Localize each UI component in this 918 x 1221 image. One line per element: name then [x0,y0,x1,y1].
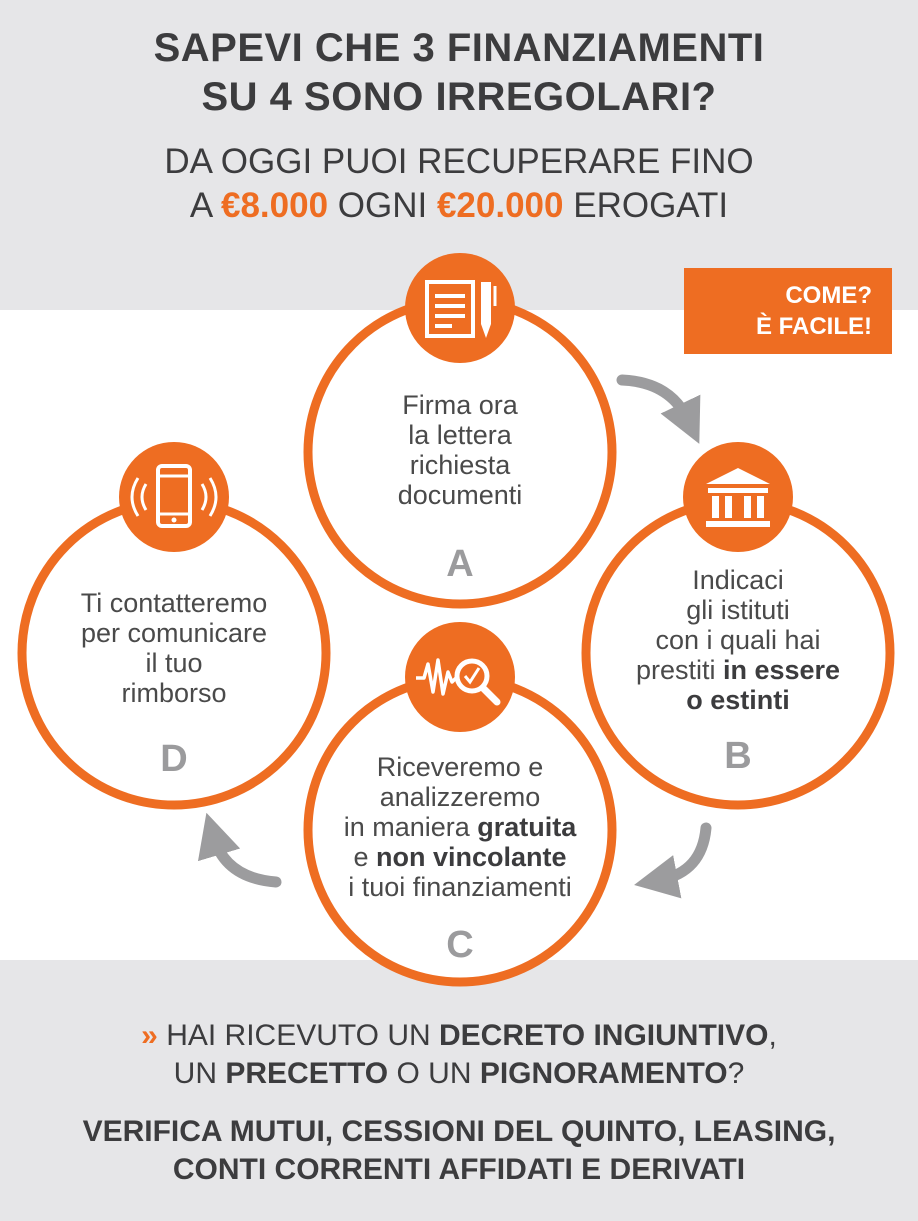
step-d-text [34,588,314,708]
step-a-letter: A [446,543,474,585]
step-a-text [320,390,600,510]
step-b-text [588,565,888,715]
step-d-line: rimborso [121,678,227,708]
bottom-question [0,1017,918,1093]
amount-recover: €8.000 [220,186,329,225]
come-box-line-1: COME? [785,282,872,309]
step-c-text [300,752,620,902]
q-plain: UN [173,1057,226,1090]
step-a-line: richiesta [409,450,511,480]
step-c-bold: non vincolante [376,842,567,872]
step-c-line [300,842,620,872]
title-line-1: SAPEVI CHE 3 FINANZIAMENTI [153,26,765,70]
arrow-a-to-b [622,380,688,420]
step-d-letter: D [160,738,188,780]
verify-list [0,1113,918,1189]
subtitle-line-1: DA OGGI PUOI RECUPERARE FINO [164,142,754,181]
title-line-2: SU 4 SONO IRREGOLARI? [201,75,717,119]
subtitle-word-a: A [189,186,212,225]
arrow-b-to-c [660,828,706,880]
q-bold: DECRETO INGIUNTIVO [439,1019,769,1052]
bank-icon [683,442,793,552]
bottom-question-line-2 [0,1055,918,1093]
step-d-line: il tuo [145,648,203,678]
verify-line-2: CONTI CORRENTI AFFIDATI E DERIVATI [172,1153,746,1186]
q-plain: ? [727,1057,745,1090]
step-b-bold: o estinti [686,685,790,715]
step-d-line: Ti contatteremo [80,588,268,618]
subtitle-word-ogni: OGNI [337,186,428,225]
step-c-line: analizzeremo [379,782,541,812]
analysis-magnifier-icon [405,622,515,732]
step-c-plain: e [353,842,376,872]
bottom-question-line-1 [0,1017,918,1055]
step-a-line: la lettera [408,420,512,450]
verify-line-1: VERIFICA MUTUI, CESSIONI DEL QUINTO, LEASING, [82,1115,836,1148]
step-b-line: Indicaci [692,565,784,595]
step-c-plain: in maniera [343,812,478,842]
step-b-line [588,685,888,715]
step-b-bold: in essere [722,655,841,685]
q-plain: O UN [388,1057,480,1090]
step-b-line [588,655,888,685]
step-b-line: con i quali hai [655,625,821,655]
step-c-bold: gratuita [477,812,577,842]
step-c-letter: C [446,924,474,966]
step-d-line: per comunicare [80,618,268,648]
come-box-line-2: È FACILE! [755,313,872,340]
step-b-letter: B [724,735,752,777]
smartphone-icon [119,442,229,552]
step-b-plain: prestiti [635,655,723,685]
step-c-line: Riceveremo e [376,752,544,782]
arrow-c-to-d [214,838,276,882]
step-c-line [300,812,620,842]
subtitle-word-erogati: EROGATI [573,186,729,225]
step-c-line: i tuoi finanziamenti [348,872,572,902]
step-b-line: gli istituti [686,595,790,625]
q-bold: PRECETTO [225,1057,389,1090]
document-pen-icon [405,253,515,363]
step-a-line: Firma ora [402,390,518,420]
double-chevron-icon: » [141,1019,158,1052]
step-a-line: documenti [397,480,523,510]
q-plain: HAI RICEVUTO UN [166,1019,439,1052]
amount-erogati: €20.000 [436,186,564,225]
q-plain: , [768,1019,777,1052]
q-bold: PIGNORAMENTO [479,1057,728,1090]
